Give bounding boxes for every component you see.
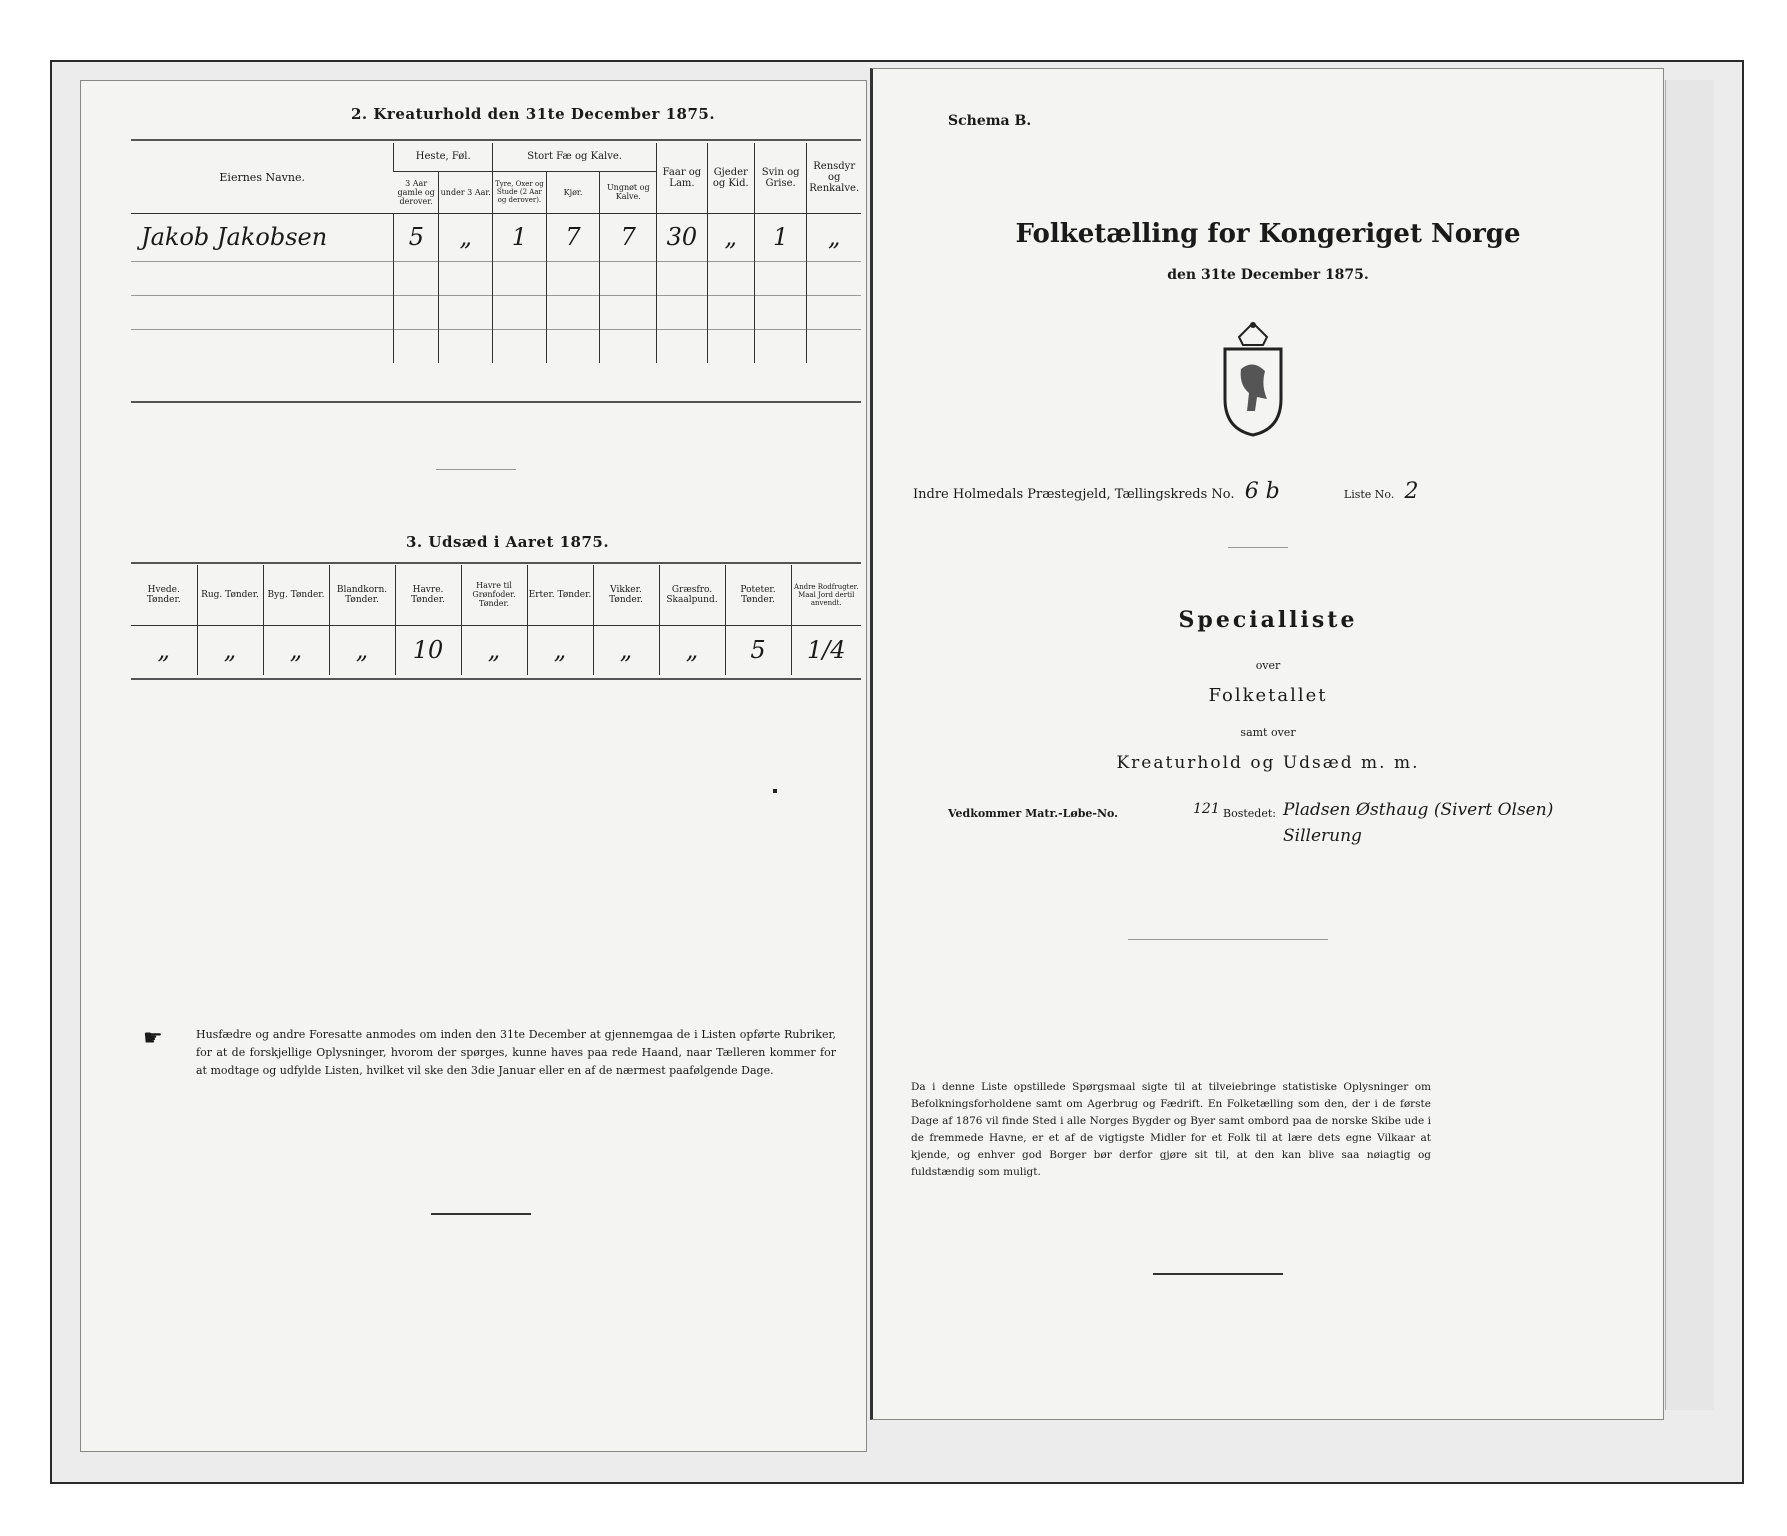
seed-header: Andre Rodfrugter. Maal Jord dertil anvendt. <box>791 565 861 625</box>
header-cattle-bulls: Tyre, Oxer og Stude (2 Aar og derover). <box>493 171 547 213</box>
seed-header: Vikker. Tønder. <box>593 565 659 625</box>
left-page <box>80 80 867 1452</box>
header-goats: Gjeder og Kid. <box>707 143 754 213</box>
folketallet-heading: Folketallet <box>1208 685 1328 706</box>
seed-header: Poteter. Tønder. <box>725 565 791 625</box>
bosted-value: Pladsen Østhaug (Sivert Olsen) Sillerung <box>1283 800 1554 846</box>
table-row <box>131 261 861 295</box>
kreaturhold-heading: Kreaturhold og Udsæd m. m. <box>1116 753 1420 773</box>
parish-line: Indre Holmedals Præstegjeld, Tællingskreds No. 6 b Liste No. 2 <box>913 479 1419 504</box>
seed-header: Byg. Tønder. <box>263 565 329 625</box>
table-row: „ „ „ „ 10 „ „ „ „ 5 1/4 <box>131 625 861 675</box>
header-cattle-cows: Kjør. <box>546 171 600 213</box>
seed-header: Græsfro. Skaalpund. <box>659 565 725 625</box>
seed-header: Blandkorn. Tønder. <box>329 565 395 625</box>
header-horses: Heste, Føl. <box>394 143 493 171</box>
table-row <box>131 329 861 363</box>
header-horses-young: under 3 Aar. <box>439 171 493 213</box>
header-owner: Eiernes Navne. <box>219 171 305 185</box>
schema-label: Schema B. <box>948 113 1032 129</box>
seed-table <box>131 565 861 675</box>
notice-text: Husfædre og andre Foresatte anmodes om inden den 31te December at gjennemgaa de i Listen opførte Rubriker, for at de forskjellige Oplysninger, hvorom der spørges, kunne haves paa rede Haand, naar Tælleren kommer for at modtage og udfylde Listen, hvilket vil ske den 3die Januar eller en af de nærmest paafølgende Dage. <box>196 1028 836 1077</box>
seed-header: Rug. Tønder. <box>197 565 263 625</box>
specialliste-heading: Specialliste <box>1178 607 1358 633</box>
matr-label: Vedkommer Matr.-Løbe-No. <box>948 807 1118 820</box>
table-row: Jakob Jakobsen 5 „ 1 7 7 30 „ 1 „ <box>131 213 861 261</box>
table-row <box>131 295 861 329</box>
page-title: Folketælling for Kongeriget Norge <box>1015 219 1521 249</box>
header-sheep: Faar og Lam. <box>657 143 707 213</box>
section2-title: 2. Kreaturhold den 31te December 1875. <box>351 105 716 123</box>
header-horses-old: 3 Aar gamle og derover. <box>397 178 435 206</box>
title-date: den 31te December 1875. <box>1167 267 1369 283</box>
header-cattle-young: Ungnøt og Kalve. <box>600 171 657 213</box>
pointing-hand-icon: ☛ <box>143 1026 163 1051</box>
header-cattle: Stort Fæ og Kalve. <box>493 143 657 171</box>
right-page: Schema B. Folketælling for Kongeriget Norge den 31te December 1875. Indre Holmedals Præstegjeld, Tællingskreds No. 6 b Liste No. 2 Specialliste over Folketallet samt over Kreaturhold og Udsæd m. m. Vedkommer Matr.-Løbe-No. 121 Bostedet: Pladsen Østhaug (Sivert Olsen) Sillerung Da i denne Liste opstillede Spørgsmaal sigte til at tilveiebringe statistiske Oplysninger om Befolkningsforholdene samt om Agerbrug og Fædrift. En Folketælling som den, der i de første Dage af 1876 vil finde Sted i alle Norges Bygder og Byer samt ombord paa de norske Skibe ude i de fremmede Havne, er et af de vigtigste Midler for et Folk til at lære dets egne Vilkaar at kjende, og enhver god Borger bør derfor gjøre sit til, at den kan blive saa nøiagtig og fuldstændig som muligt. <box>870 68 1664 1420</box>
section3-title: 3. Udsæd i Aaret 1875. <box>406 533 610 551</box>
norway-coat-of-arms-icon <box>1211 319 1295 439</box>
matr-value: 121 <box>1193 801 1220 817</box>
seed-header: Hvede. Tønder. <box>146 584 181 605</box>
seed-header: Havre. Tønder. <box>395 565 461 625</box>
livestock-table <box>131 143 861 363</box>
seed-header: Erter. Tønder. <box>527 565 593 625</box>
footnote-text: Da i denne Liste opstillede Spørgsmaal sigte til at tilveiebringe statistiske Oplysninger om Befolkningsforholdene samt om Agerbrug og Fædrift. En Folketælling som den, der i de første Dage af 1876 vil finde Sted i alle Norges Bygder og Byer samt ombord paa de norske Skibe ude i de fremmede Havne, er et af de vigtigste Midler for et Folk til at lære dets egne Vilkaar at kjende, og enhver god Borger bør derfor gjøre sit til, at den kan blive saa nøiagtig og fuldstændig som muligt. <box>911 1081 1431 1178</box>
header-reindeer: Rensdyr og Renkalve. <box>807 143 861 213</box>
back-page-edge <box>1665 80 1714 1410</box>
seed-header: Havre til Grønfoder. Tønder. <box>461 565 527 625</box>
header-pigs: Svin og Grise. <box>754 143 807 213</box>
